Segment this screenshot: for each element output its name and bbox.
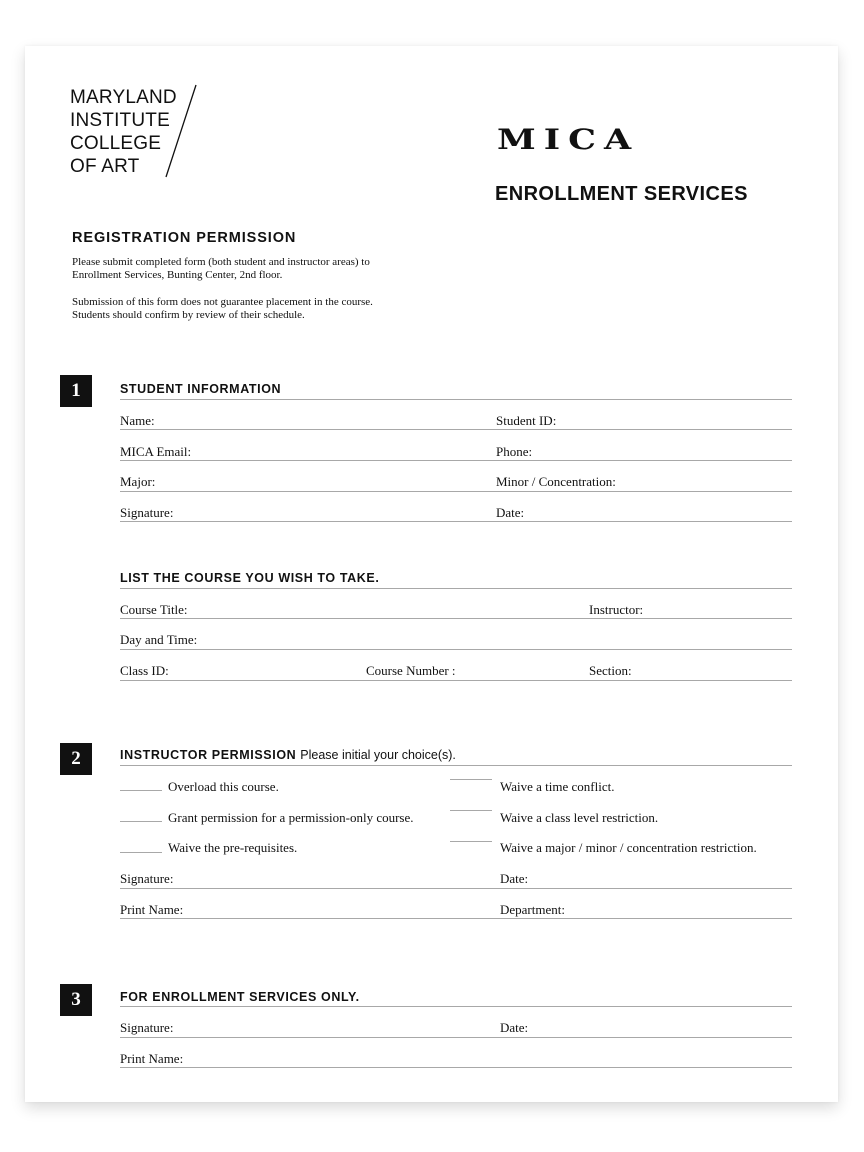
department-label: Department: <box>500 902 565 917</box>
signature-label: Signature: <box>120 871 174 886</box>
student-id-label: Student ID: <box>496 413 557 428</box>
signature-label: Signature: <box>120 1020 174 1035</box>
mica-wordmark: MICA <box>497 123 640 157</box>
choice-label: Waive a time conflict. <box>500 779 615 794</box>
choice-label: Waive the pre-requisites. <box>168 840 298 855</box>
initial-blank[interactable] <box>120 821 162 822</box>
initial-blank[interactable] <box>120 790 162 791</box>
signature-field[interactable] <box>120 1037 792 1038</box>
logo-line: COLLEGE <box>70 133 162 154</box>
course-heading: LIST THE COURSE YOU WISH TO TAKE. <box>120 571 380 585</box>
choice-label: Grant permission for a permission-only course. <box>168 810 414 825</box>
name-field[interactable] <box>120 429 792 430</box>
divider <box>120 399 792 400</box>
section-note: Please initial your choice(s). <box>300 748 456 762</box>
date-label: Date: <box>496 505 525 520</box>
print-name-label: Print Name: <box>120 902 184 917</box>
course-title-field[interactable] <box>120 618 792 619</box>
course-number-label: Course Number : <box>366 663 456 678</box>
minor-label: Minor / Concentration: <box>496 474 616 489</box>
section-heading: FOR ENROLLMENT SERVICES ONLY. <box>120 990 360 1004</box>
form-title: REGISTRATION PERMISSION <box>72 230 297 246</box>
class-id-label: Class ID: <box>120 663 169 678</box>
disclaimer-paragraph: Submission of this form does not guarantee placement in the course. Students should confirm by review of their schedule. <box>72 296 373 321</box>
divider <box>120 588 792 589</box>
divider <box>120 765 792 766</box>
initial-blank[interactable] <box>450 841 492 842</box>
section-number-1: 1 <box>60 375 92 407</box>
name-label: Name: <box>120 413 155 428</box>
section-number-3: 3 <box>60 984 92 1016</box>
choice-label: Waive a major / minor / concentration restriction. <box>500 840 757 855</box>
logo-line: INSTITUTE <box>70 110 170 131</box>
logo-slash-icon <box>163 84 199 180</box>
phone-label: Phone: <box>496 444 533 459</box>
date-label: Date: <box>500 871 529 886</box>
day-time-label: Day and Time: <box>120 632 198 647</box>
print-name-label: Print Name: <box>120 1051 184 1066</box>
day-time-field[interactable] <box>120 649 792 650</box>
class-id-field[interactable] <box>120 680 792 681</box>
major-label: Major: <box>120 474 156 489</box>
logo-line: OF ART <box>70 156 140 177</box>
instructions-paragraph: Please submit completed form (both student and instructor areas) to Enrollment Services, Bunting Center, 2nd floor. <box>72 256 370 281</box>
major-field[interactable] <box>120 491 792 492</box>
initial-blank[interactable] <box>450 810 492 811</box>
section-heading-text: INSTRUCTOR PERMISSION <box>120 748 297 762</box>
logo-line: MARYLAND <box>70 87 177 108</box>
section-number-2: 2 <box>60 743 92 775</box>
email-field[interactable] <box>120 460 792 461</box>
date-label: Date: <box>500 1020 529 1035</box>
signature-field[interactable] <box>120 888 792 889</box>
signature-label: Signature: <box>120 505 174 520</box>
choice-label: Overload this course. <box>168 779 279 794</box>
section-heading: STUDENT INFORMATION <box>120 382 282 396</box>
initial-blank[interactable] <box>450 779 492 780</box>
print-name-field[interactable] <box>120 918 792 919</box>
section-label: Section: <box>589 663 632 678</box>
department-title: ENROLLMENT SERVICES <box>495 183 748 205</box>
form-page <box>25 46 838 1102</box>
divider <box>120 1006 792 1007</box>
instructor-label: Instructor: <box>589 602 644 617</box>
email-label: MICA Email: <box>120 444 192 459</box>
course-title-label: Course Title: <box>120 602 188 617</box>
choice-label: Waive a class level restriction. <box>500 810 659 825</box>
section-heading <box>120 748 456 762</box>
signature-field[interactable] <box>120 521 792 522</box>
print-name-field[interactable] <box>120 1067 792 1068</box>
initial-blank[interactable] <box>120 852 162 853</box>
